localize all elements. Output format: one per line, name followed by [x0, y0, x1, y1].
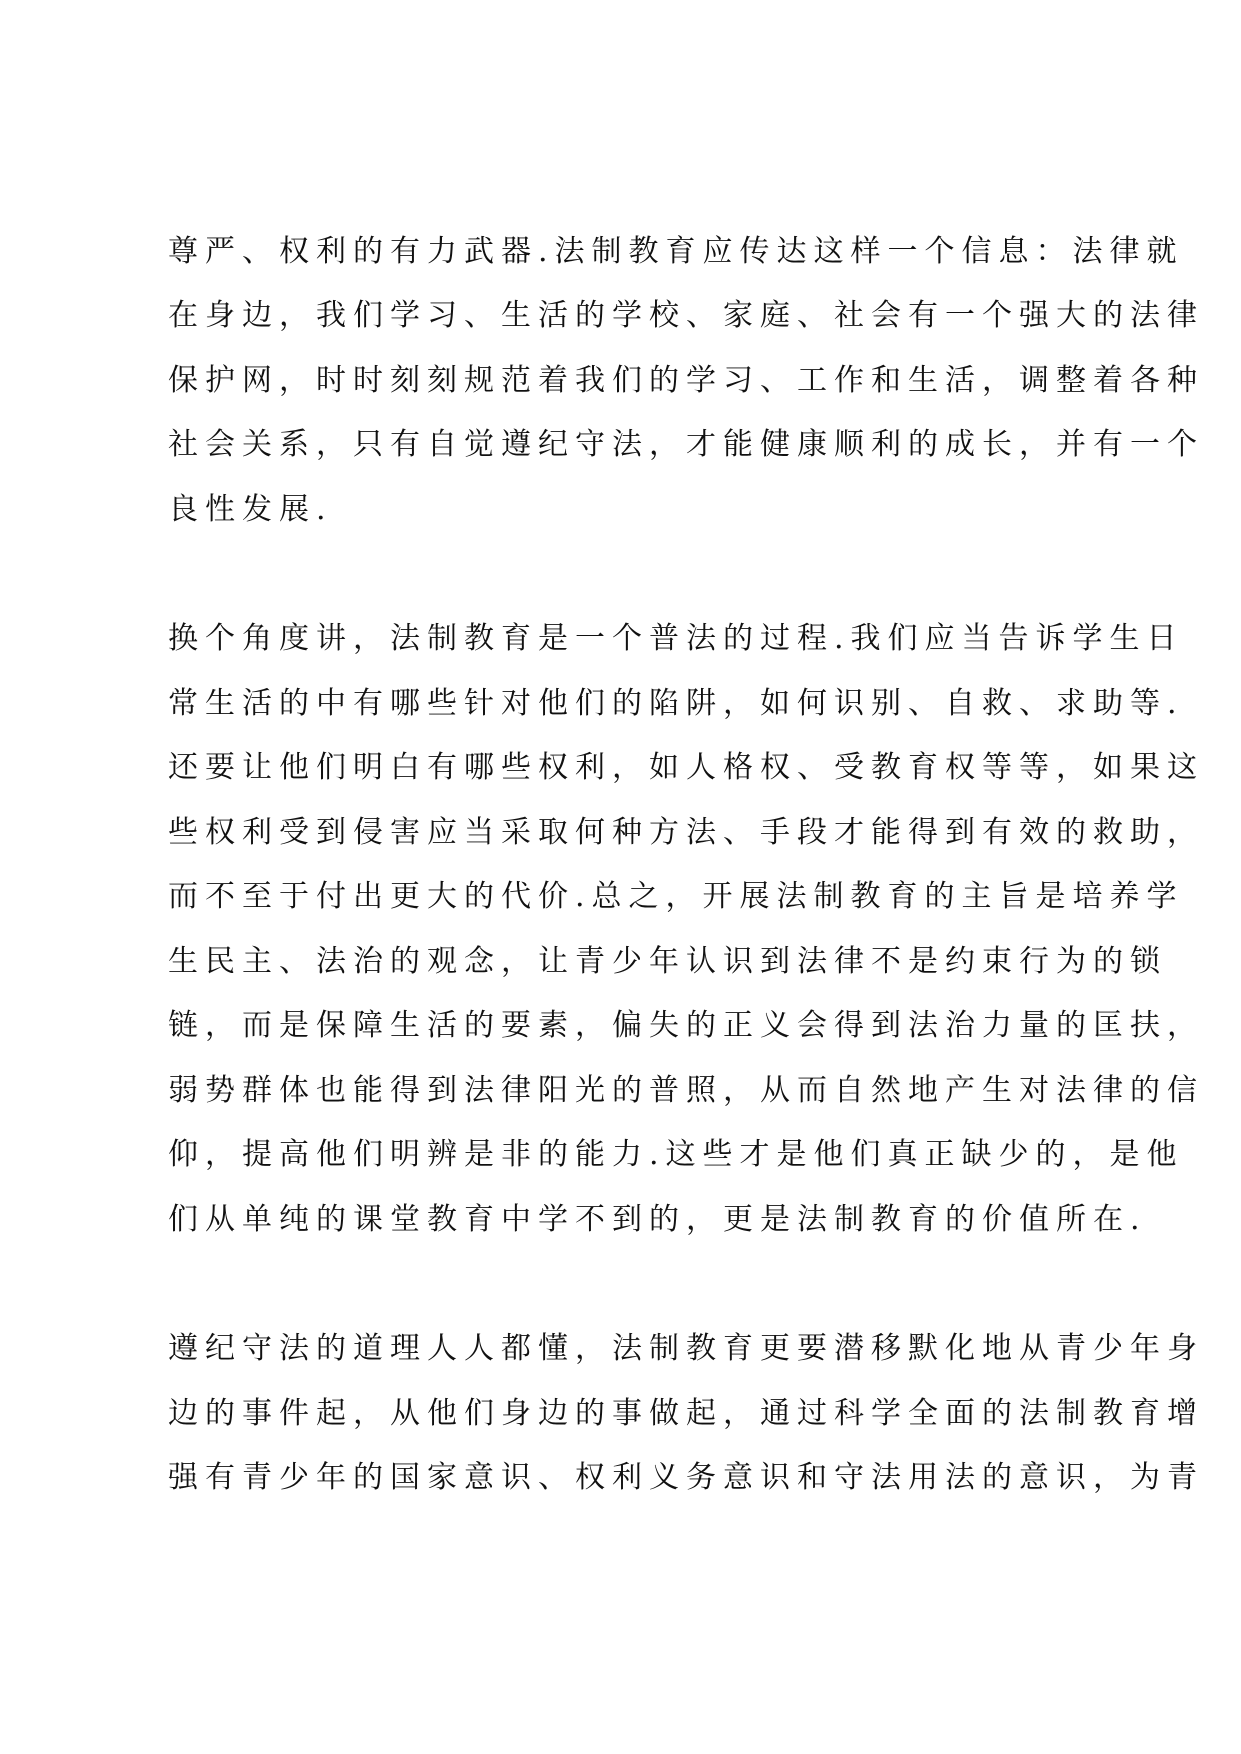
text-line: 遵纪守法的道理人人都懂，法制教育更要潜移默化地从青少年身 — [168, 1331, 1204, 1366]
text-line: 生民主、法治的观念，让青少年认识到法律不是约束行为的锁 — [168, 944, 1167, 979]
text-line: 些权利受到侵害应当采取何种方法、手段才能得到有效的救助， — [168, 815, 1204, 850]
text-line: 强有青少年的国家意识、权利义务意识和守法用法的意识，为青 — [168, 1460, 1204, 1495]
text-line: 仰，提高他们明辨是非的能力.这些才是他们真正缺少的，是他 — [168, 1137, 1184, 1172]
text-line: 社会关系，只有自觉遵纪守法，才能健康顺利的成长，并有一个 — [168, 427, 1204, 462]
text-line: 边的事件起，从他们身边的事做起，通过科学全面的法制教育增 — [168, 1396, 1204, 1431]
text-line: 常生活的中有哪些针对他们的陷阱，如何识别、自救、求助等. — [168, 686, 1184, 721]
text-line: 换个角度讲，法制教育是一个普法的过程.我们应当告诉学生日 — [168, 621, 1184, 656]
text-line: 弱势群体也能得到法律阳光的普照，从而自然地产生对法律的信 — [168, 1073, 1204, 1108]
text-line: 尊严、权利的有力武器.法制教育应传达这样一个信息：法律就 — [168, 234, 1184, 269]
text-line: 而不至于付出更大的代价.总之，开展法制教育的主旨是培养学 — [168, 879, 1184, 914]
text-line: 还要让他们明白有哪些权利，如人格权、受教育权等等，如果这 — [168, 750, 1204, 785]
text-line: 保护网，时时刻刻规范着我们的学习、工作和生活，调整着各种 — [168, 363, 1204, 398]
text-line: 在身边，我们学习、生活的学校、家庭、社会有一个强大的法律 — [168, 298, 1204, 333]
text-line: 们从单纯的课堂教育中学不到的，更是法制教育的价值所在. — [168, 1202, 1147, 1237]
text-line: 良性发展. — [168, 492, 333, 527]
text-line: 链，而是保障生活的要素，偏失的正义会得到法治力量的匡扶， — [168, 1008, 1204, 1043]
